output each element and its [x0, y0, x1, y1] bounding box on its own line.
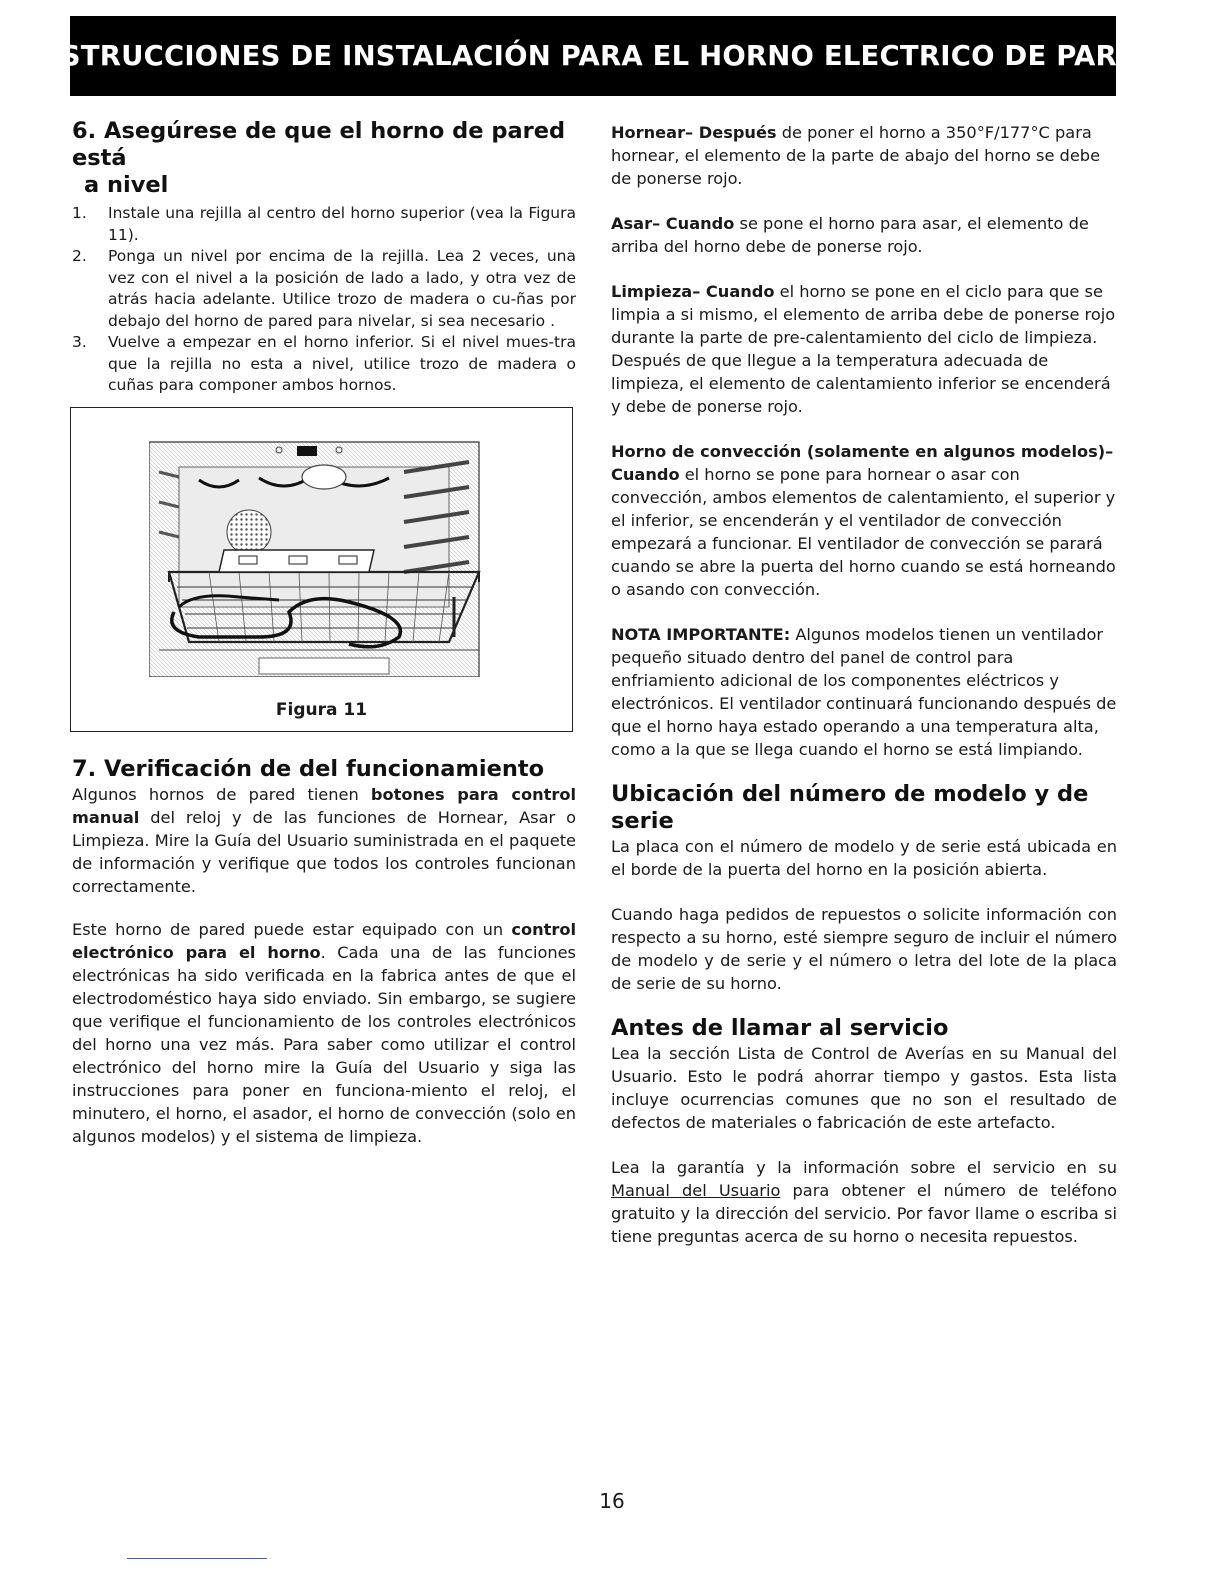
- page-number: 16: [599, 1489, 625, 1513]
- section-7-paragraph-1: Algunos hornos de pared tienen botones para control manual del reloj y de las funciones de Hornear, Asar o Limpieza. Mire la Guía del Usuario suministrada en el paquete de información y verifique que todos los controles funcionan correctamente.: [72, 785, 576, 896]
- section-6-title: [72, 118, 576, 199]
- section-6-title-line2: a nivel: [84, 172, 169, 198]
- antes-paragraph-2: Lea la garantía y la información sobre el servicio en su Manual del Usuario para obtener el número de teléfono gratuito y la dirección del servicio. Por favor llame o escriba si tiene preguntas acerca de su horno o necesita repuestos.: [611, 1158, 1117, 1246]
- right-column: [611, 121, 1117, 1248]
- figure-caption: Figura 11: [275, 700, 368, 720]
- ubicacion-paragraph-2: Cuando haga pedidos de repuestos o solicite información con respecto a su horno, esté siempre seguro de incluir el número de modelo y de serie y el número o letra del lote de la placa de serie de su horno.: [611, 905, 1117, 993]
- oven-rack-illustration: [149, 422, 489, 677]
- conveccion-paragraph: Horno de convección (solamente en algunos modelos)– Cuando el horno se pone para hornear o asar con convección, ambos elementos de calentamiento, el superior y el inferior, se encenderán y el ventilador de convección empezará a funcionar. El ventilador de convección se parará cuando se abre la puerta del horno cuando se está horneando o asando con convección.: [611, 442, 1116, 599]
- asar-paragraph: Asar– Cuando se pone el horno para asar, el elemento de arriba del horno debe de ponerse rojo.: [611, 214, 1089, 256]
- antes-paragraph-1: Lea la sección Lista de Control de Averías en su Manual del Usuario. Esto le podrá ahorrar tiempo y gastos. Esta lista incluye ocurrencias comunes que no son el resultado de defectos de materiales o fabricación de este artefacto.: [611, 1044, 1117, 1132]
- antes-title: Antes de llamar al servicio: [611, 1015, 949, 1041]
- section-6: [72, 118, 576, 397]
- footer-rule: [127, 1558, 267, 1559]
- section-6-title-line1: 6. Asegúrese de que el horno de pared está: [72, 118, 566, 171]
- limpieza-paragraph: Limpieza– Cuando el horno se pone en el ciclo para que se limpia a si mismo, el elemento de arriba debe de ponerse rojo durante la parte de pre-calentamiento del ciclo de limpieza. Después de que llegue a la temperatura adecuada de limpieza, el elemento de calentamiento inferior se encenderá y debe de ponerse rojo.: [611, 282, 1116, 416]
- section-7-paragraph-2: Este horno de pared puede estar equipado con un control electrónico para el horno. Cada una de las funciones electrónicas ha sido verificada en la fabrica antes de que el electrodoméstico haya sido enviado. Sin embargo, se sugiere que verifique el funcionamiento de los controles electrónicos del horno una vez más. Para saber como utilizar el control electrónico del horno mire la Guía del Usuario y siga las instrucciones para poner en funciona-miento el reloj, el minutero, el horno, el asador, el horno de convección (solo en algunos modelos) y el sistema de limpieza.: [72, 920, 576, 1146]
- step-item: 2. Ponga un nivel por encima de la rejilla. Lea 2 veces, una vez con el nivel a la posición de lado a lado, y otra vez de atrás hacia adelante. Utilice trozo de madera o cu-ñas por debajo del horno de pared para nivelar, si sea necesario .: [72, 247, 576, 330]
- ubicacion-paragraph-1: La placa con el número de modelo y de serie está ubicada en el borde de la puerta del horno en la posición abierta.: [611, 837, 1117, 879]
- section-7-title: 7. Verificación de del funcionamiento: [72, 756, 545, 782]
- manual-del-usuario-link: Manual del Usuario: [611, 1181, 781, 1200]
- ubicacion-title: Ubicación del número de modelo y de serie: [611, 781, 1089, 834]
- section-7: [72, 756, 576, 1148]
- page-title: INSTRUCCIONES DE INSTALACIÓN PARA EL HORNO ELECTRICO DE PARED: [27, 40, 1159, 72]
- hornear-paragraph: Hornear– Después de poner el horno a 350°F/177°C para hornear, el elemento de la parte de abajo del horno se debe de ponerse rojo.: [611, 123, 1101, 188]
- step-item: 3. Vuelve a empezar en el horno inferior. Si el nivel mues-tra que la rejilla no esta a nivel, utilice trozo de madera o cuñas para componer ambos hornos.: [72, 333, 576, 394]
- section-6-steps: [72, 203, 576, 397]
- step-item: 1. Instale una rejilla al centro del horno superior (vea la Figura 11).: [72, 204, 576, 244]
- nota-importante-paragraph: NOTA IMPORTANTE: Algunos modelos tienen un ventilador pequeño situado dentro del panel de control para enfriamiento adicional de los componentes eléctricos y electrónicos. El ventilador continuará funcionando después de que el horno haya estado operando a una temperatura alta, como a la que se llega cuando el horno se está limpiando.: [611, 625, 1117, 759]
- page-header: [27, 16, 1159, 96]
- figure-11: [70, 407, 573, 732]
